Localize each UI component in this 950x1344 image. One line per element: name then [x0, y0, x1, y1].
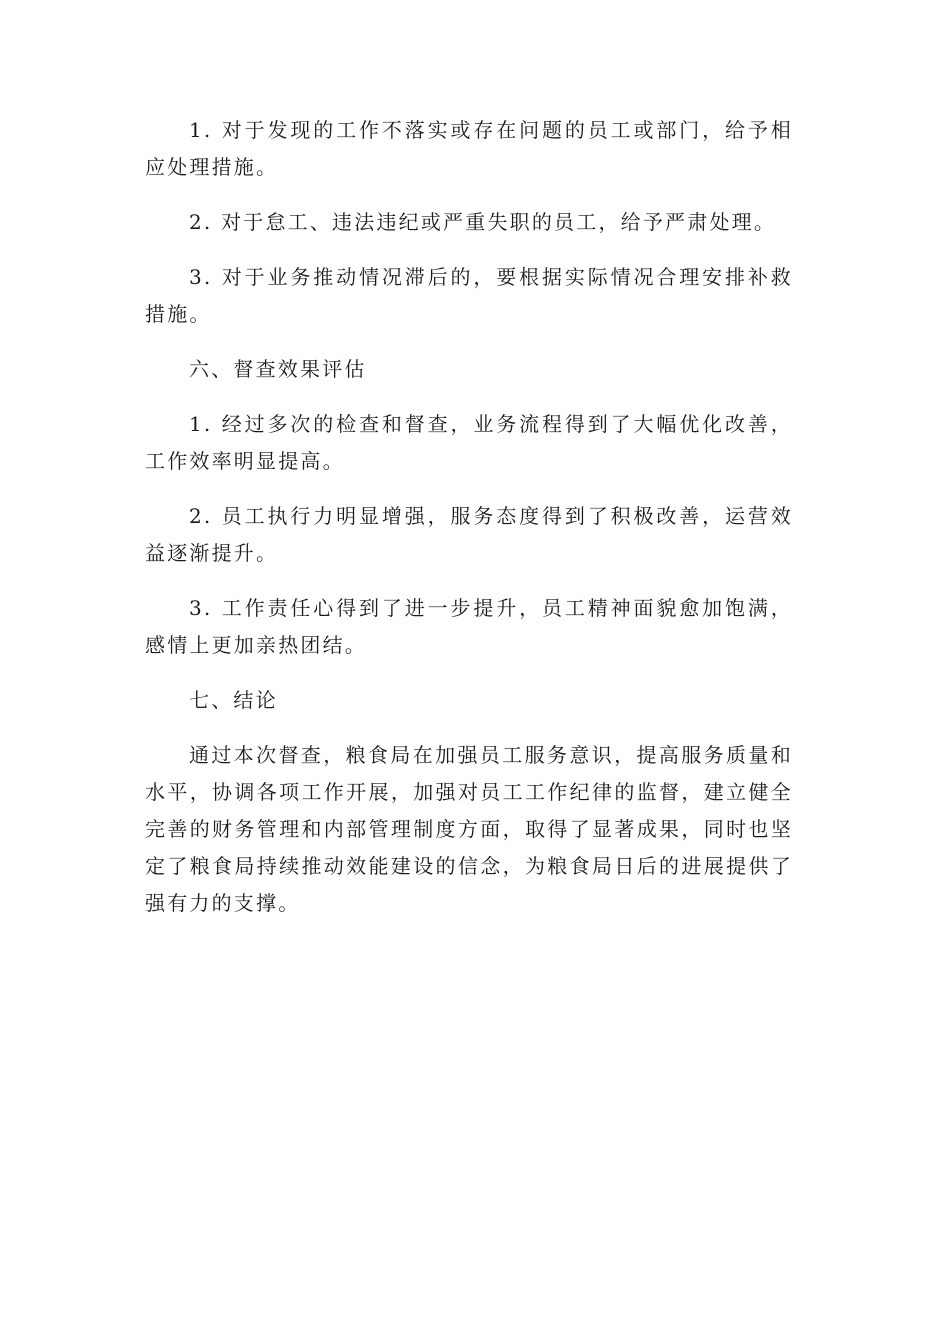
section6-item-3: 3. 工作责任心得到了进一步提升，员工精神面貌愈加饱满，感情上更加亲热团结。 — [145, 596, 793, 657]
conclusion-paragraph: 通过本次督查，粮食局在加强员工服务意识，提高服务质量和水平，协调各项工作开展，加强对员工工作纪律的监督，建立健全完善的财务管理和内部管理制度方面，取得了显著成果，同时也坚定了粮食局持续推动效能建设的信念，为粮食局日后的进展提供了强有力的支撑。 — [145, 743, 793, 915]
section6-heading: 六、督查效果评估 — [189, 357, 367, 381]
section5-item-1: 1. 对于发现的工作不落实或存在问题的员工或部门，给予相应处理措施。 — [145, 118, 793, 179]
section6-item-2: 2. 员工执行力明显增强，服务态度得到了积极改善，运营效益逐渐提升。 — [145, 504, 793, 565]
document-body — [145, 112, 793, 940]
section6-item-1: 1. 经过多次的检查和督查，业务流程得到了大幅优化改善，工作效率明显提高。 — [145, 412, 793, 473]
section5-item-2: 2. 对于怠工、违法违纪或严重失职的员工，给予严肃处理。 — [189, 210, 777, 234]
section5-item-3: 3. 对于业务推动情况滞后的，要根据实际情况合理安排补救措施。 — [145, 265, 793, 326]
section7-heading: 七、结论 — [189, 688, 278, 712]
